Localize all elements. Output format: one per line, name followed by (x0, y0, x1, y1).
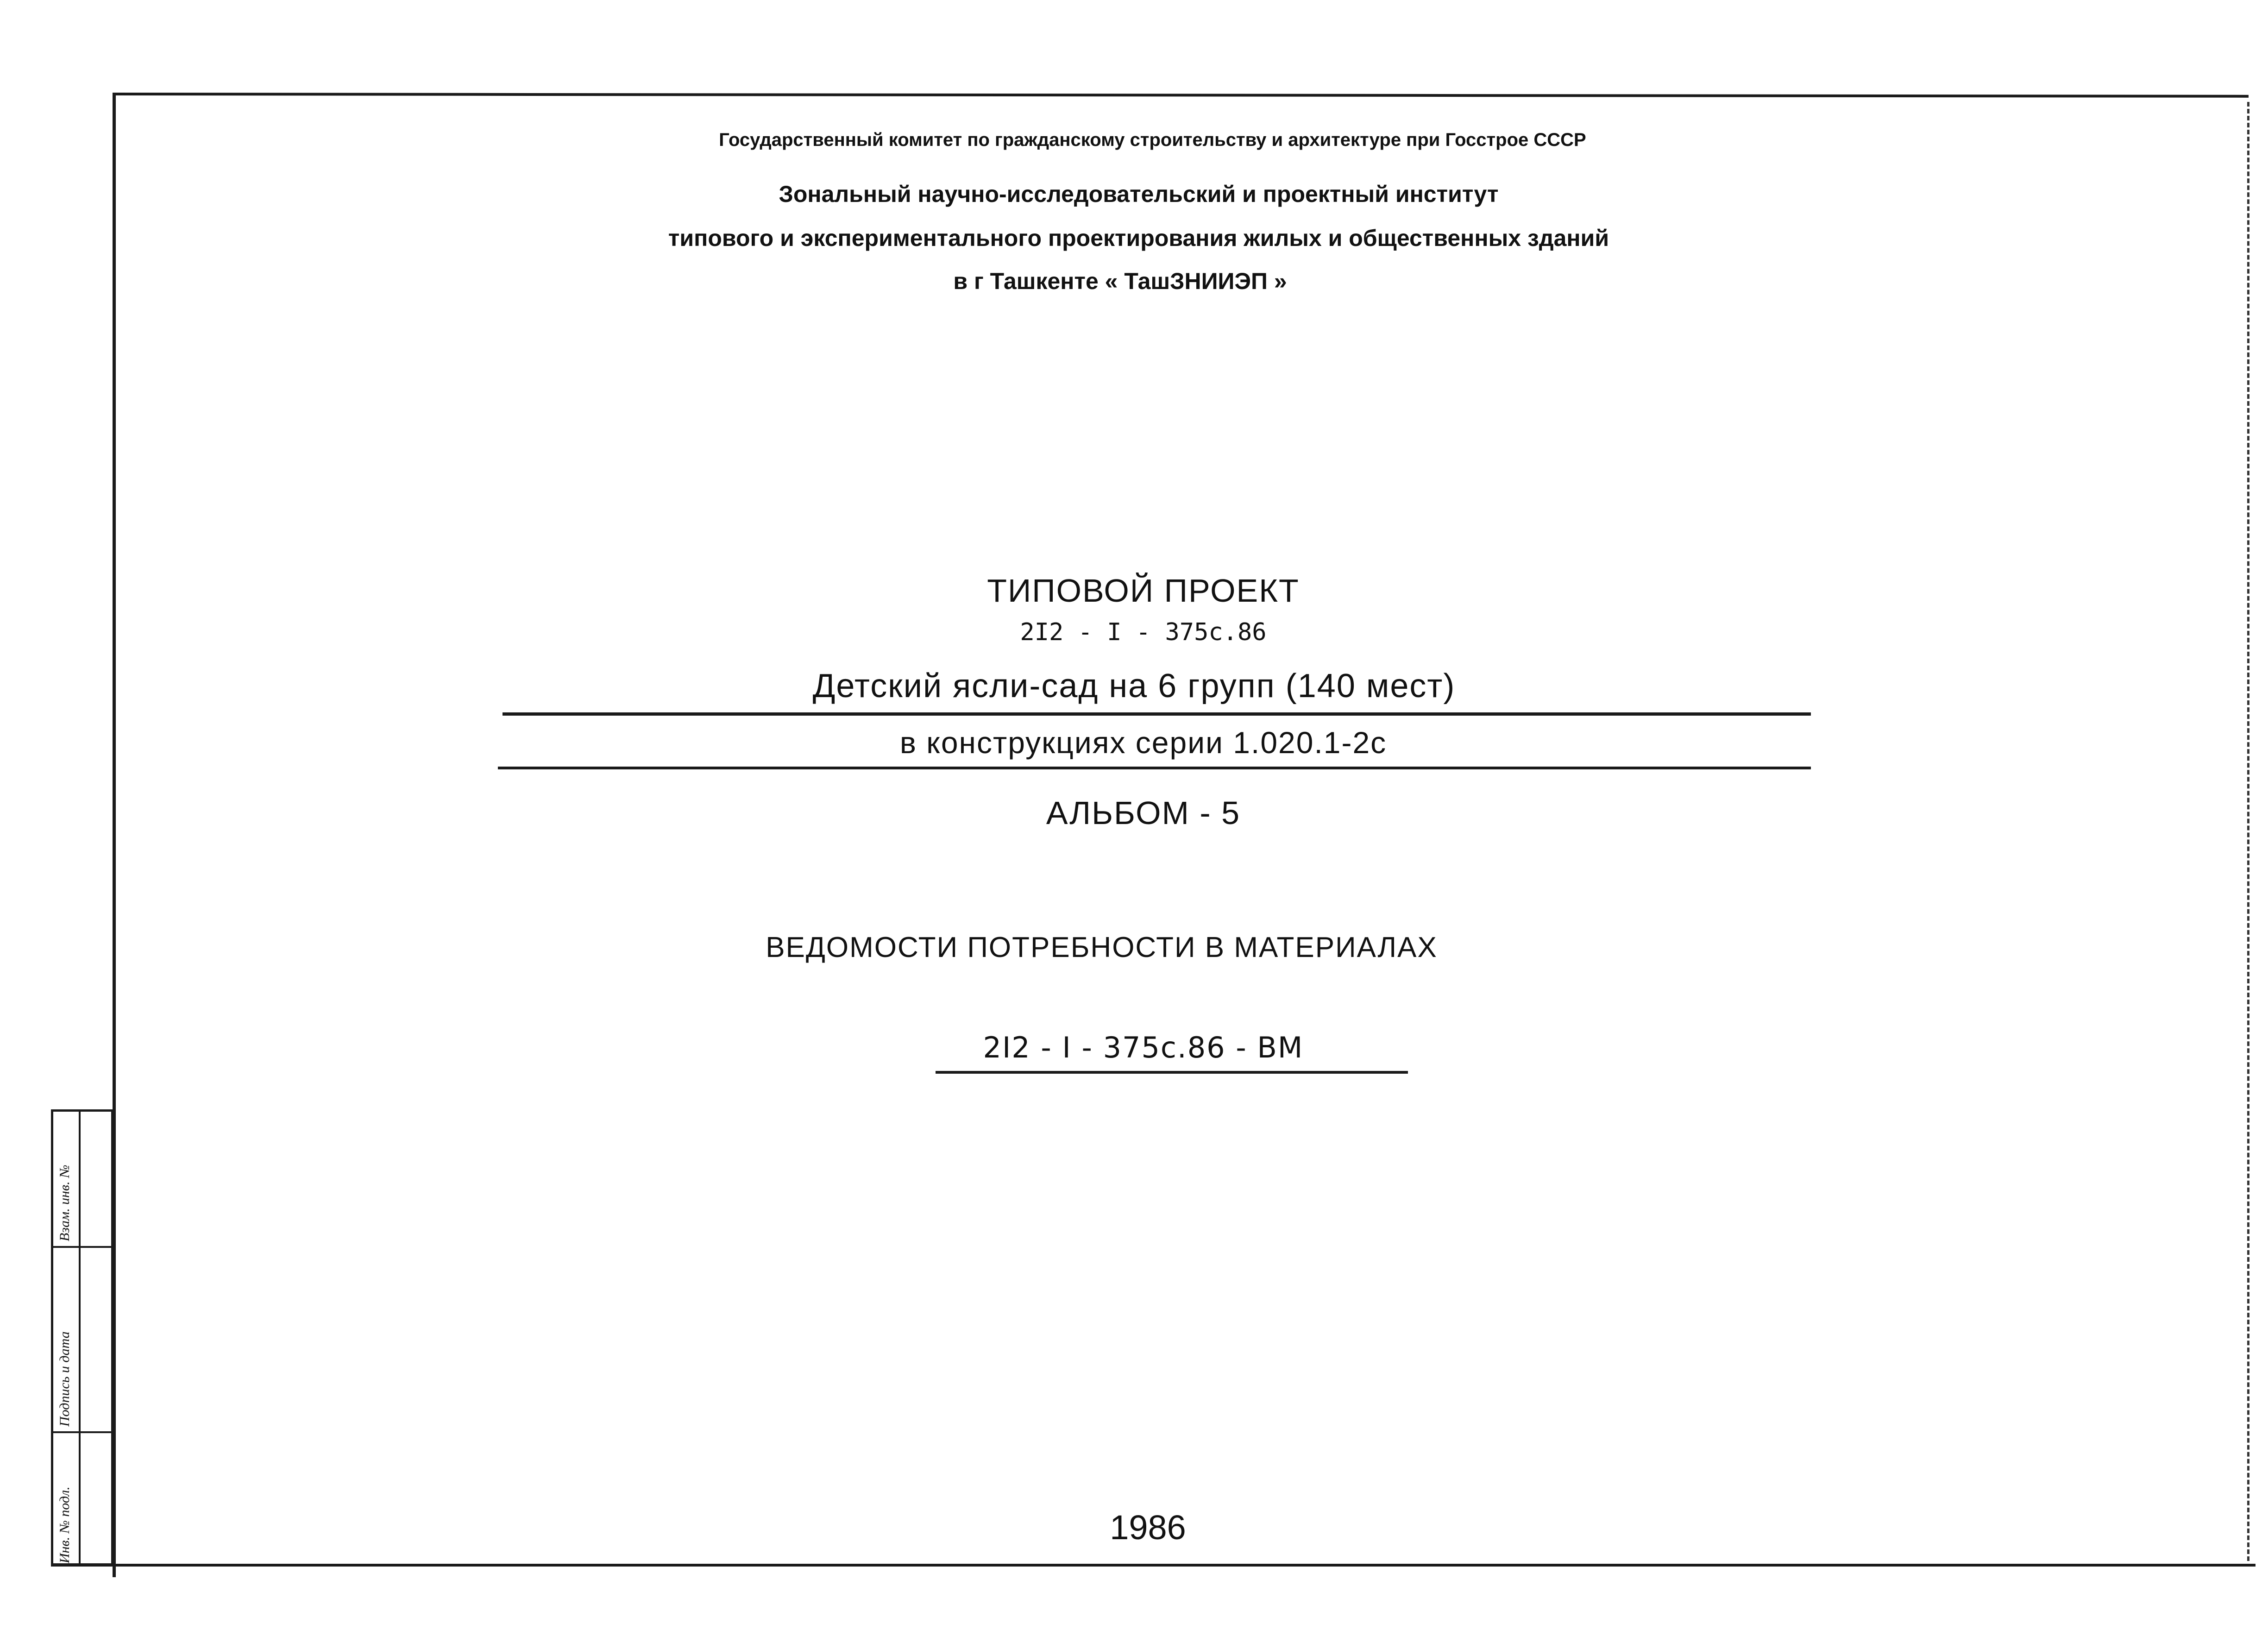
frame-top-border (113, 93, 2249, 98)
project-type-label: ТИПОВОЙ ПРОЕКТ (987, 573, 1300, 609)
construction-series: в конструкциях серии 1.020.1-2с (899, 725, 1387, 760)
frame-right-border (2247, 102, 2249, 1561)
committee-heading: Государственный комитет по гражданскому строительству и архитектуре при Госстрое СССР (719, 130, 1586, 150)
title-underline (503, 712, 1811, 716)
side-stamp (51, 1109, 113, 1566)
stamp-column-divider (79, 1112, 81, 1563)
project-number: 2I2 - I - 375с.86 (1020, 618, 1267, 646)
document-designation: 2I2 - I - 375с.86 - ВМ (983, 1031, 1304, 1064)
stamp-label-signature: Подпись и дата (57, 1331, 72, 1427)
stamp-label-replacement: Взам. инв. № (57, 1164, 72, 1241)
stamp-label-inventory: Инв. № подл. (57, 1486, 72, 1563)
project-title: Детский ясли-сад на 6 групп (140 мест) (812, 667, 1456, 705)
frame-bottom-border (51, 1564, 2255, 1567)
stamp-row-divider (53, 1246, 111, 1248)
stamp-row-divider (53, 1431, 111, 1433)
contents-title: ВЕДОМОСТИ ПОТРЕБНОСТИ В МАТЕРИАЛАХ (766, 931, 1438, 963)
designation-underline (936, 1071, 1408, 1074)
album-number: АЛЬБОМ - 5 (1046, 795, 1241, 831)
project-year: 1986 (1110, 1508, 1186, 1547)
series-underline (498, 767, 1811, 769)
institute-line-1: Зональный научно-исследовательский и проектный институт (779, 181, 1499, 207)
institute-line-3: в г Ташкенте « ТашЗНИИЭП » (953, 268, 1287, 294)
institute-line-2: типового и экспериментального проектирования жилых и общественных зданий (668, 225, 1609, 251)
